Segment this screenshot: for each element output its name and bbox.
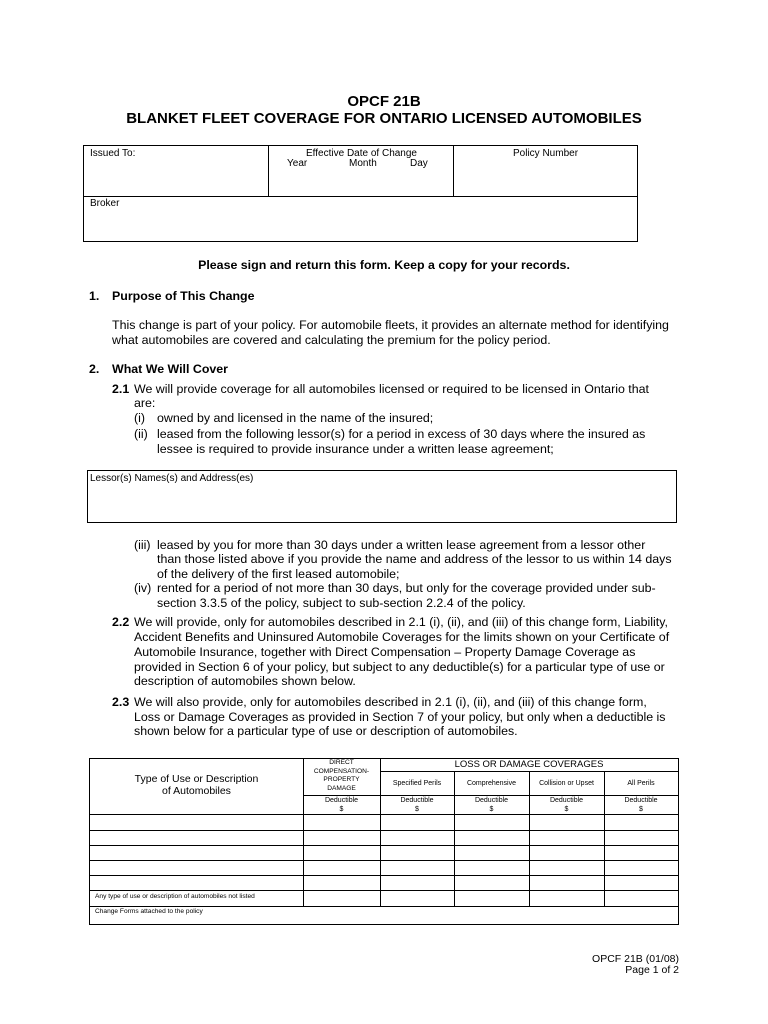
divider [268,146,269,197]
effective-date-label: Effective Date of Change [306,148,417,159]
direct-compensation-header [303,759,380,793]
divider [84,196,637,197]
issued-to-label: Issued To: [90,148,136,159]
section2-3-line-2: Loss or Damage Coverages as provided in Section 7 of your policy, but only when a deductible is [134,710,666,724]
dc-header-line-4: DAMAGE [327,784,356,792]
deductible-label: Deductible [624,797,658,804]
dc-header-line-1: DIRECT [329,759,354,766]
loss-damage-header: LOSS OR DAMAGE COVERAGES [454,759,604,770]
year-label: Year [287,158,308,169]
deductible-label: Deductible [549,797,584,804]
section2-2-line-3: Automobile Insurance, together with Direct Compensation – Property Damage Coverage as [134,645,636,659]
divider [454,771,455,906]
dollar-sign: $ [639,806,643,813]
item-i-number: (i) [134,411,146,425]
any-type-label: Any type of use or description of automobiles not listed [95,893,255,900]
type-of-use-header-line-2: of Automobiles [162,785,231,797]
item-iii-line-1: leased by you for more than 30 days under a written lease agreement from a lessor other [157,538,646,552]
section2-1-line-2: are: [134,396,156,410]
divider [380,771,678,772]
item-iv-line-2: section 3.3.5 of the policy, subject to sub-section 2.2.4 of the policy. [157,596,526,610]
divider [529,771,530,906]
section2-3-line-1: We will also provide, only for automobiles described in 2.1 (i), (ii), and (iii) of this change form, [134,695,647,709]
section2-3-line-3: shown below for a particular type of use or description of automobiles. [134,724,518,738]
collision-header: Collision or Upset [539,780,594,787]
item-ii-line-2: lessee is required to provide insurance under a written lease agreement; [157,442,554,456]
divider [604,771,605,906]
broker-label: Broker [90,198,120,209]
specified-perils-header: Specified Perils [392,780,442,787]
section2-2-number: 2.2 [112,615,130,629]
all-perils-header: All Perils [627,780,655,787]
item-iii-line-2: than those listed above if you provide the name and address of the lessor to us within 14 days [157,552,672,566]
item-ii-line-1: leased from the following lessor(s) for a period in excess of 30 days where the insured as [157,427,646,441]
dollar-sign: $ [415,806,419,813]
dollar-sign: $ [489,806,494,813]
section1-number: 1. [89,289,100,303]
divider [90,875,678,876]
item-ii-number: (ii) [134,427,148,441]
policy-number-label: Policy Number [513,148,579,159]
divider [90,845,678,846]
deductible-collision [529,796,604,814]
section2-2-line-5: description of automobiles shown below. [134,674,356,688]
section2-heading: What We Will Cover [112,362,229,376]
policy-info-box [83,145,638,242]
day-label: Day [410,158,428,169]
item-iii-line-3: of the delivery of the first leased automobile; [157,567,400,581]
dc-header-line-2: COMPENSATION- [313,767,370,775]
dollar-sign: $ [564,806,569,813]
item-iii-number: (iii) [134,538,151,552]
section1-heading: Purpose of This Change [112,289,255,303]
deductible-label: Deductible [474,797,509,804]
footer [592,954,679,976]
change-forms-label: Change Forms attached to the policy [95,908,203,915]
section2-2-line-4: provided in Section 6 of your policy, but subject to any deductible(s) for a particular type of use or [134,660,665,674]
month-label: Month [349,158,377,169]
section2-number: 2. [89,362,100,376]
lessor-label: Lessor(s) Names(s) and Address(es) [90,473,254,484]
section2-2-line-1: We will provide, only for automobiles described in 2.1 (i), (ii), and (iii) of this change form, Liability, [134,615,668,629]
section1-body-2: what automobiles are covered and calculating the premium for the policy period. [112,333,551,347]
dc-header-line-3: PROPERTY [323,776,360,784]
section2-2-line-2: Accident Benefits and Uninsured Automobile Coverages for the limits shown on your Certificate of [134,630,670,644]
divider [90,814,678,815]
section2-1-line-1: We will provide coverage for all automobiles licensed or required to be licensed in Ontario that [134,382,649,396]
instruction-text: Please sign and return this form. Keep a copy for your records. [198,258,570,272]
page-number: Page 1 of 2 [625,964,679,976]
comprehensive-header: Comprehensive [466,780,517,787]
deductible-label: Deductible [324,797,359,804]
deductible-specified [380,796,454,814]
deductible-comprehensive [454,796,529,814]
dollar-sign: $ [339,806,344,813]
lessor-box [87,470,677,523]
section2-1-number: 2.1 [112,382,130,396]
item-iv-number: (iv) [134,581,152,595]
section1-body-1: This change is part of your policy. For automobile fleets, it provides an alternate method for identifying [112,318,669,332]
form-version: OPCF 21B (01/08) [592,953,679,965]
deductible-all-perils [604,796,678,814]
divider [90,860,678,861]
divider [453,146,454,197]
item-i-text: owned by and licensed in the name of the insured; [157,411,434,425]
coverage-table [89,758,679,925]
section2-3-number: 2.3 [112,695,130,709]
type-of-use-header-line-1: Type of Use or Description [134,773,259,785]
deductible-label: Deductible [400,797,434,804]
form-code: OPCF 21B [347,93,421,110]
divider [90,890,678,891]
form-title: BLANKET FLEET COVERAGE FOR ONTARIO LICENSED AUTOMOBILES [126,110,642,127]
type-of-use-header [90,773,303,797]
deductible-dc [303,796,380,814]
item-iv-line-1: rented for a period of not more than 30 days, but only for the coverage provided under sub- [157,581,656,595]
divider [90,830,678,831]
